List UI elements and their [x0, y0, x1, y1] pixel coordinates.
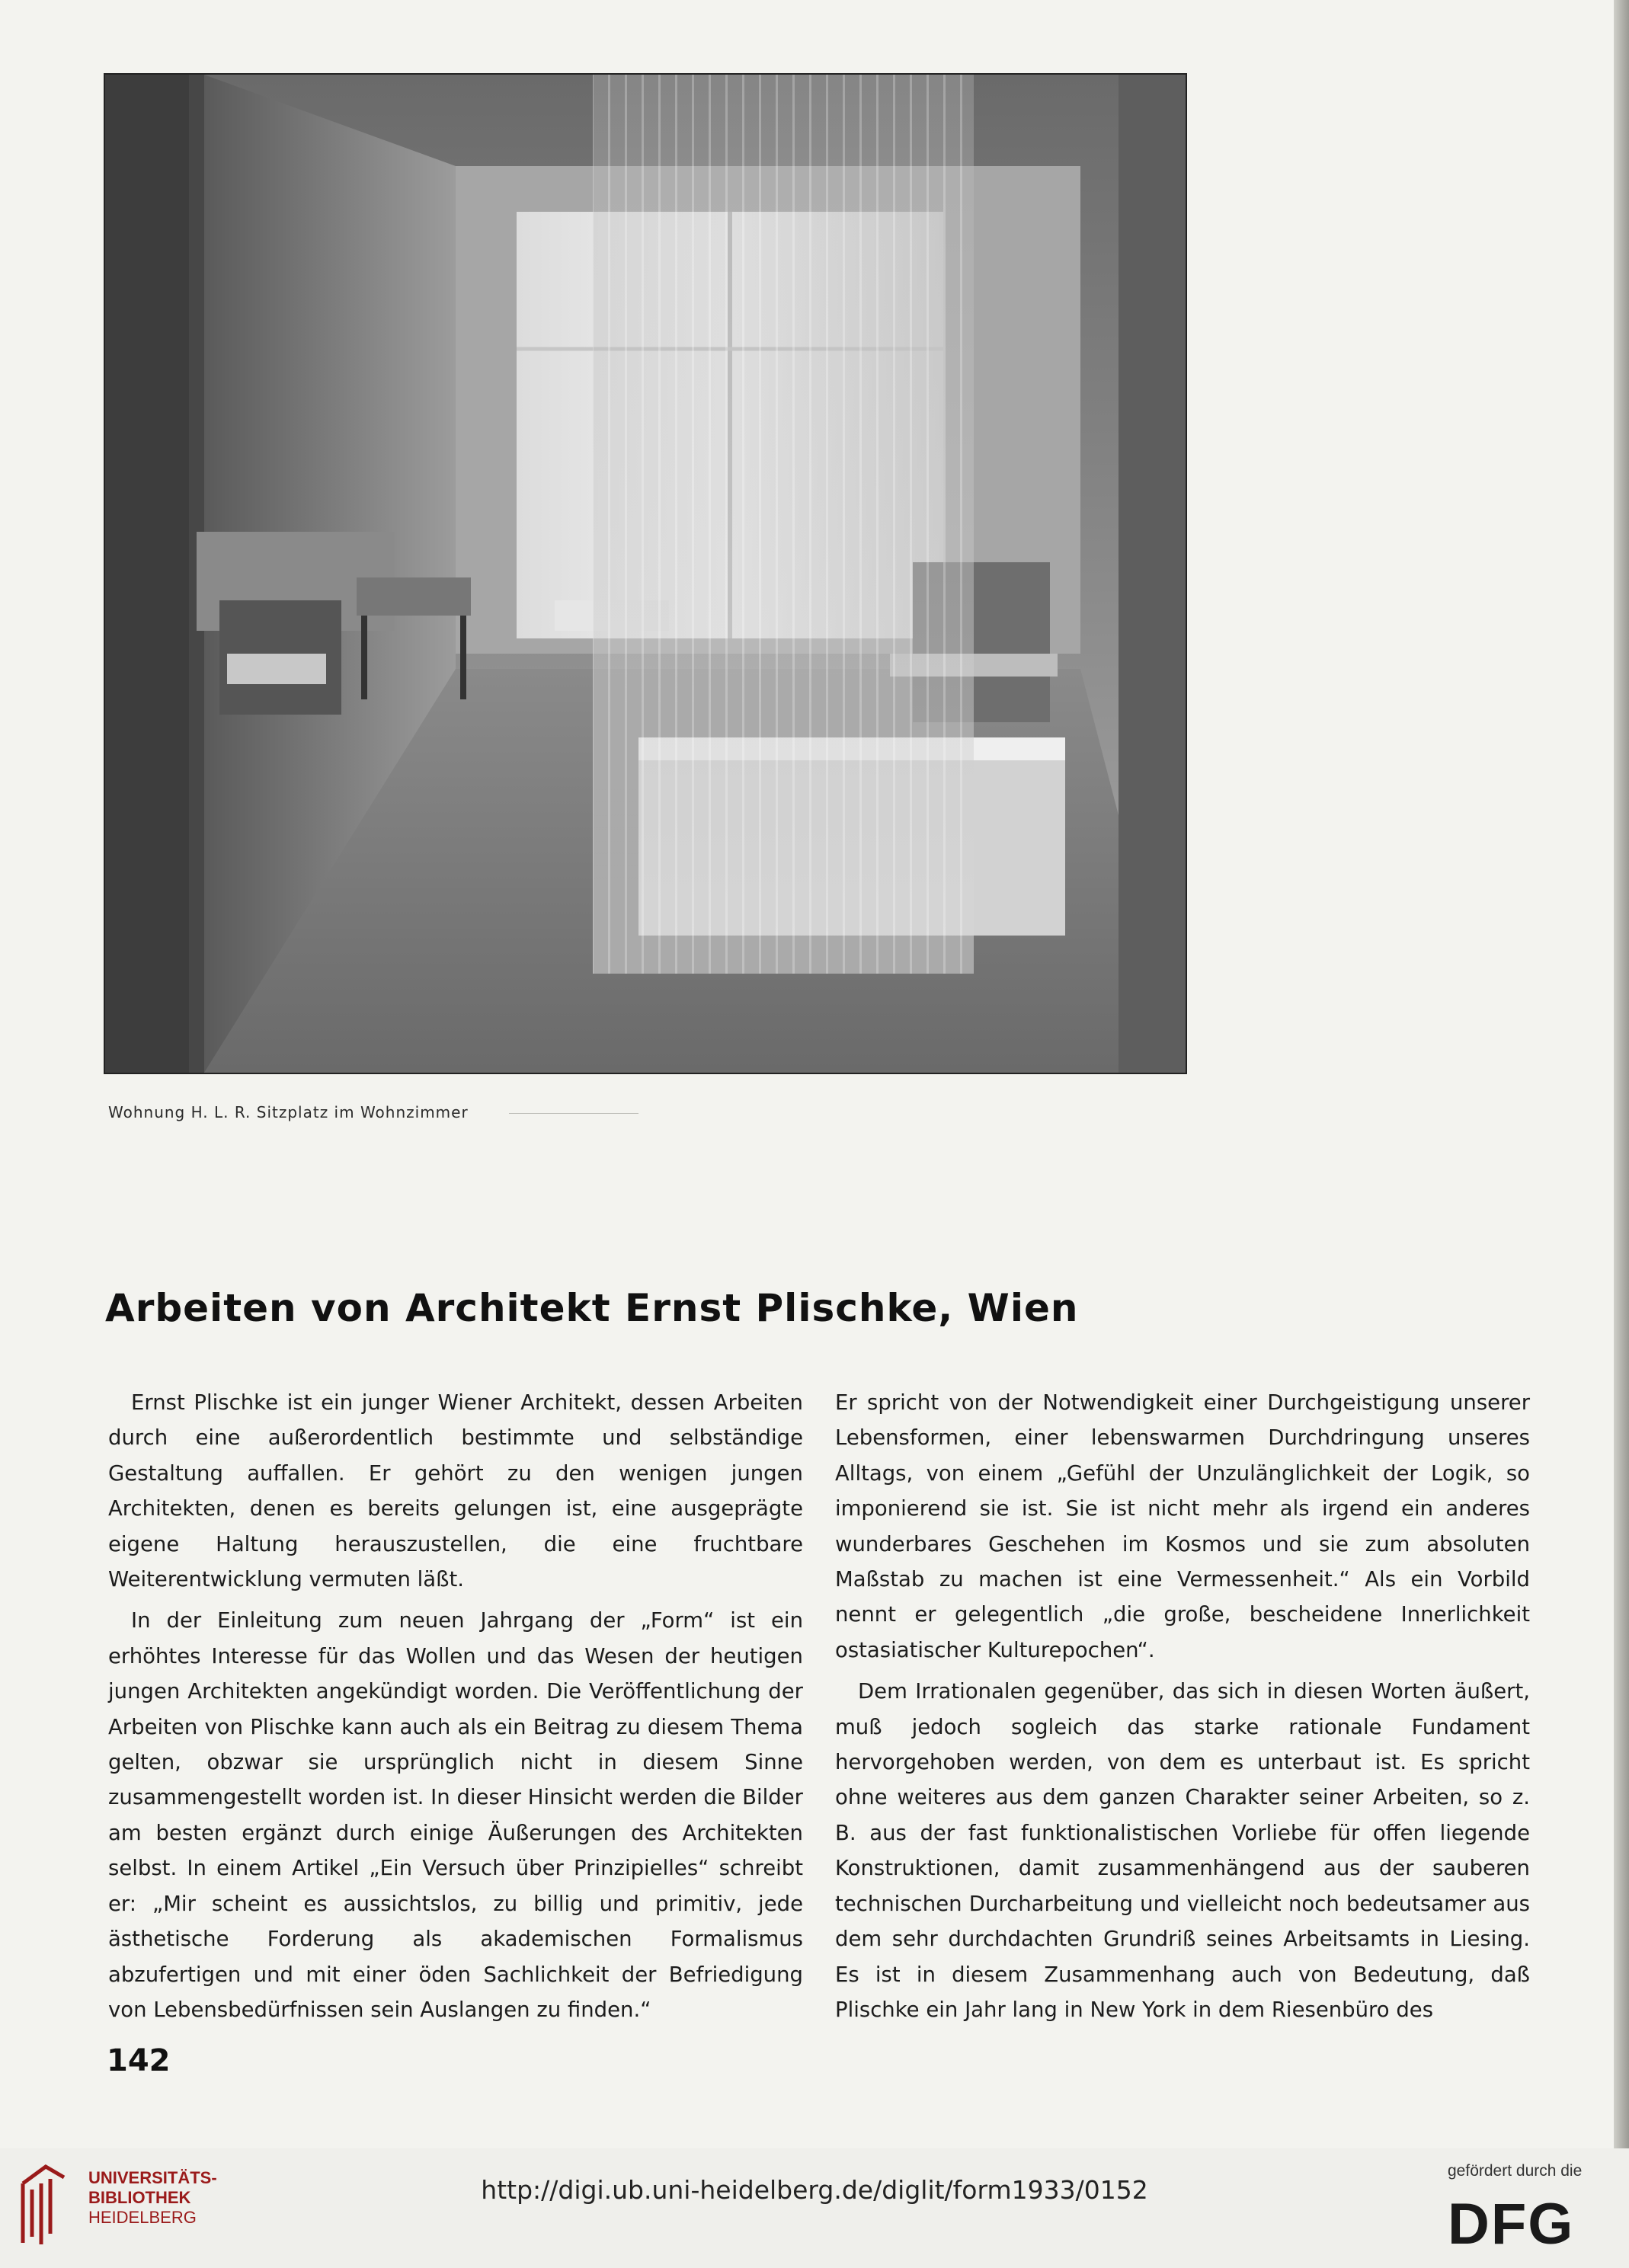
library-name-line: BIBLIOTHEK — [88, 2188, 191, 2207]
photograph-icon — [105, 75, 1186, 1073]
paragraph: In der Einleitung zum neuen Jahrgang der „Form“ ist ein erhöhtes Interesse für das Wollen und das Wesen der heutigen jungen Architekten angekündigt worden. Die Veröffentlichung der Arbeiten von Plischke kann auch als ein Beitrag zu diesem Thema gelten, obzwar sie ursprünglich nicht in diesem Sinne zusammengestellt worden ist. In dieser Hinsicht werden die Bilder am besten ergänzt durch einige Äußerungen des Architekten selbst. In einem Artikel „Ein Versuch über Prinzipielles“ schreibt er: „Mir scheint es aussichtslos, zu billig und primitiv, jede ästhetische Forderung als akademischen Formalismus abzufertigen und mit einer öden Sachlichkeit der Befriedigung von Lebensbedürfnissen sein Auslangen zu finden.“ — [108, 1608, 803, 2022]
footer-bar — [0, 2148, 1629, 2268]
article-title: Arbeiten von Architekt Ernst Plischke, Wien — [105, 1286, 1079, 1330]
library-name-line: UNIVERSITÄTS- — [88, 2168, 217, 2187]
left-column — [108, 1385, 803, 2033]
dfg-logo[interactable]: DFG — [1448, 2192, 1575, 2257]
caption-divider — [509, 1113, 638, 1114]
paragraph: Er spricht von der Notwendigkeit einer Durchgeistigung unserer Lebensformen, einer lebenswarmen Durchdringung unseres Alltags, von einem „Gefühl der Unzulänglichkeit der Logik, so imponierend sie ist. Sie ist nicht mehr als irgend ein anderes wunderbares Geschehen im Kosmos und sie zum absoluten Maßstab zu machen ist eine Vermessenheit.“ Als ein Vorbild nennt er gelegentlich „die große, bescheidene Innerlichkeit ostasiatischer Kulturepochen“. — [835, 1390, 1530, 1662]
photo-caption: Wohnung H. L. R. Sitzplatz im Wohnzimmer — [108, 1103, 469, 1121]
paragraph: Ernst Plischke ist ein junger Wiener Architekt, dessen Arbeiten durch eine außerordentlich bestimmte und selbständige Gestaltung auffallen. Er gehört zu den wenigen jungen Architekten, denen es bereits gelungen ist, eine ausgeprägte eigene Haltung herauszustellen, die eine fruchtbare Weiterentwicklung vermuten läßt. — [108, 1390, 803, 1592]
page-edge — [1614, 0, 1629, 2148]
library-logo-icon — [17, 2161, 70, 2249]
source-url-link[interactable]: http://digi.ub.uni-heidelberg.de/diglit/form1933/0152 — [481, 2175, 1148, 2205]
funding-note: gefördert durch die — [1448, 2162, 1583, 2180]
library-name-line: HEIDELBERG — [88, 2208, 197, 2227]
page-number: 142 — [107, 2043, 171, 2078]
right-column — [835, 1385, 1530, 2033]
paragraph: Dem Irrationalen gegenüber, das sich in diesen Worten äußert, muß jedoch sogleich das starke rationale Fundament hervorgehoben werden, von dem es unterbaut ist. Es spricht ohne weiteres aus dem ganzen Charakter seiner Arbeiten, so z. B. aus der fast funktionalistischen Vorliebe für offen liegende Konstruktionen, damit zusammenhängend aus der sauberen technischen Durcharbeitung und vielleicht noch bedeutsamer aus dem sehr durchdachten Grundriß seines Arbeitsamts in Liesing. Es ist in diesem Zusammenhang auch von Bedeutung, daß Plischke ein Jahr lang in New York in dem Riesenbüro des — [835, 1679, 1530, 2022]
interior-photo — [105, 75, 1186, 1073]
